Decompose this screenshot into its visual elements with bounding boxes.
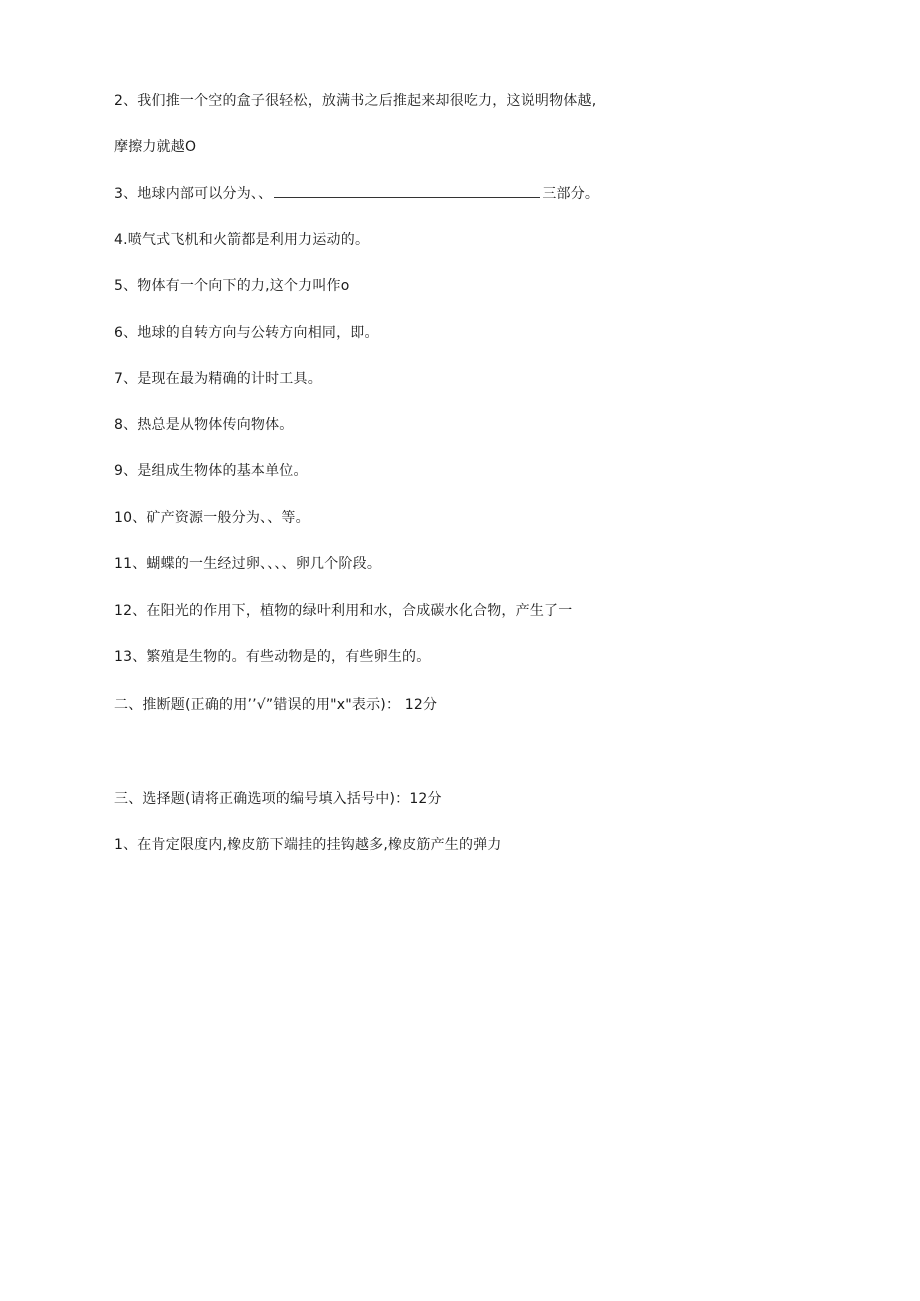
question-7: 7、是现在最为精确的计时工具。 — [114, 371, 322, 387]
question-5: 5、物体有一个向下的力,这个力叫作o — [114, 278, 350, 294]
section-3-heading: 三、选择题(请将正确选项的编号填入括号中)：12分 — [114, 791, 442, 807]
answer-blank — [274, 185, 540, 198]
question-3-text: 3、地球内部可以分为、、 — [114, 186, 273, 202]
question-8: 8、热总是从物体传向物体。 — [114, 417, 294, 433]
question-12: 12、在阳光的作用下，植物的绿叶利用和水，合成碳水化合物，产生了一 — [114, 603, 573, 619]
question-3-suffix: 三部分。 — [542, 186, 600, 202]
question-3 — [114, 185, 599, 203]
question-6: 6、地球的自转方向与公转方向相同，即。 — [114, 325, 379, 341]
question-11: 11、蝴蝶的一生经过卵、、、、卵几个阶段。 — [114, 556, 382, 572]
question-2-line-1: 2、我们推一个空的盒子很轻松，放满书之后推起来却很吃力，这说明物体越, — [114, 93, 597, 109]
question-2-line-2: 摩擦力就越O — [114, 139, 197, 155]
choice-question-1: 1、在肯定限度内,橡皮筋下端挂的挂钩越多,橡皮筋产生的弹力 — [114, 837, 502, 853]
question-13: 13、繁殖是生物的。有些动物是的，有些卵生的。 — [114, 649, 431, 665]
question-9: 9、是组成生物体的基本单位。 — [114, 463, 308, 479]
section-2-heading: 二、推断题(正确的用’’√”错误的用"x"表示)： 12分 — [114, 697, 438, 713]
question-4: 4.喷气式飞机和火箭都是利用力运动的。 — [114, 232, 370, 248]
question-10: 10、矿产资源一般分为、、等。 — [114, 510, 310, 526]
